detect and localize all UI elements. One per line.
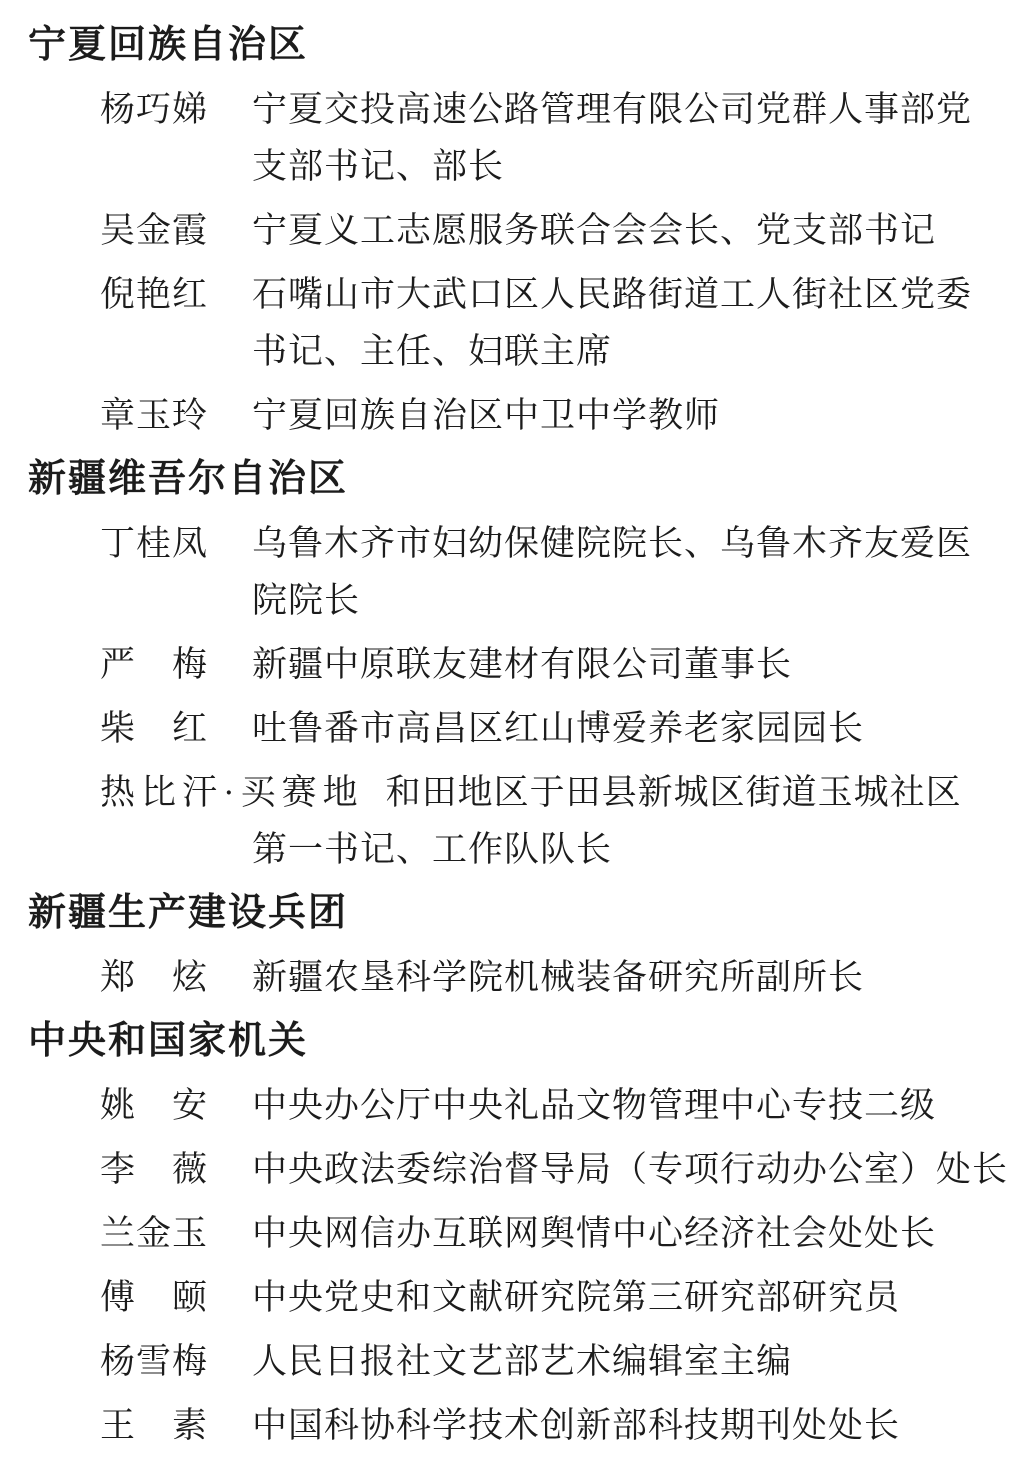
honoree-position [252,1397,1025,1454]
honoree-name: 李 薇 [100,1150,209,1189]
position-line: 中央政法委综治督导局（专项行动办公室）处长 [252,1150,1009,1189]
position-line: 宁夏回族自治区中卫中学教师 [252,396,721,435]
honoree-name: 柴 红 [100,709,209,748]
region-section [28,17,1025,444]
honoree-name: 章玉玲 [100,396,209,435]
section-entries [28,81,1025,444]
position-line: 中央网信办互联网舆情中心经济社会处处长 [252,1214,937,1253]
position-line: 书记、主任、妇联主席 [252,332,613,371]
honoree-entry [28,202,1025,259]
section-title: 新疆维吾尔自治区 [28,458,349,500]
honoree-name: 倪艳红 [100,275,209,314]
honoree-entry [28,1205,1025,1262]
position-line: 中央办公厅中央礼品文物管理中心专技二级 [252,1086,937,1125]
section-entries [28,949,1025,1006]
region-section [28,451,1025,878]
honoree-position [252,81,1025,195]
honoree-position [252,1333,1025,1390]
honoree-position [252,1269,1025,1326]
position-line: 人民日报社文艺部艺术编辑室主编 [252,1342,793,1381]
honoree-entry [28,1077,1025,1134]
honoree-position [252,636,1025,693]
honoree-entry [28,636,1025,693]
honoree-entry [28,1141,1025,1198]
position-line: 宁夏交投高速公路管理有限公司党群人事部党 [252,90,973,129]
honoree-entry [28,1333,1025,1390]
section-entries [28,515,1025,878]
honoree-name: 杨巧娣 [100,90,209,129]
honoree-position [252,202,1025,259]
honoree-position [252,949,1025,1006]
honoree-name: 傅 颐 [100,1278,209,1317]
position-line: 支部书记、部长 [252,147,505,186]
honoree-entry [28,1397,1025,1454]
honoree-position [252,1141,1025,1198]
section-title: 中央和国家机关 [28,1020,309,1062]
section-title: 宁夏回族自治区 [28,24,309,66]
honoree-name: 热比汗·买赛地 [100,773,364,812]
honoree-first-row [100,764,1025,821]
honoree-position [252,515,1025,629]
honoree-name: 严 梅 [100,645,209,684]
honoree-name: 郑 炫 [100,958,209,997]
honoree-name: 兰金玉 [100,1214,209,1253]
honoree-entry [28,266,1025,380]
position-line: 吐鲁番市高昌区红山博爱养老家园园长 [252,709,865,748]
position-line: 第一书记、工作队队长 [252,830,613,869]
honoree-entry [28,81,1025,195]
honoree-position [100,821,1025,878]
position-line: 中央党史和文献研究院第三研究部研究员 [252,1278,901,1317]
honoree-entry [28,515,1025,629]
honoree-name: 杨雪梅 [100,1342,209,1381]
honoree-name: 姚 安 [100,1086,209,1125]
position-line: 新疆农垦科学院机械装备研究所副所长 [252,958,865,997]
position-line: 石嘴山市大武口区人民路街道工人街社区党委 [252,275,973,314]
honoree-position [252,387,1025,444]
honoree-position [252,266,1025,380]
region-section [28,1013,1025,1454]
position-line: 和田地区于田县新城区街道玉城社区 [385,773,962,812]
honoree-position [252,1077,1025,1134]
position-line: 新疆中原联友建材有限公司董事长 [252,645,793,684]
honoree-entry [28,949,1025,1006]
honoree-position [252,1205,1025,1262]
honoree-entry [28,387,1025,444]
honoree-name: 吴金霞 [100,211,209,250]
region-section [28,885,1025,1006]
position-line: 宁夏义工志愿服务联合会会长、党支部书记 [252,211,937,250]
honoree-entry [28,1269,1025,1326]
honoree-entry [28,764,1025,878]
position-line: 院院长 [252,581,361,620]
honoree-entry [28,700,1025,757]
section-title: 新疆生产建设兵团 [28,892,349,934]
position-line: 中国科协科学技术创新部科技期刊处处长 [252,1406,901,1445]
honoree-name: 王 素 [100,1406,209,1445]
section-entries [28,1077,1025,1454]
position-line: 乌鲁木齐市妇幼保健院院长、乌鲁木齐友爱医 [252,524,973,563]
honoree-position [252,700,1025,757]
honoree-name: 丁桂凤 [100,524,209,563]
